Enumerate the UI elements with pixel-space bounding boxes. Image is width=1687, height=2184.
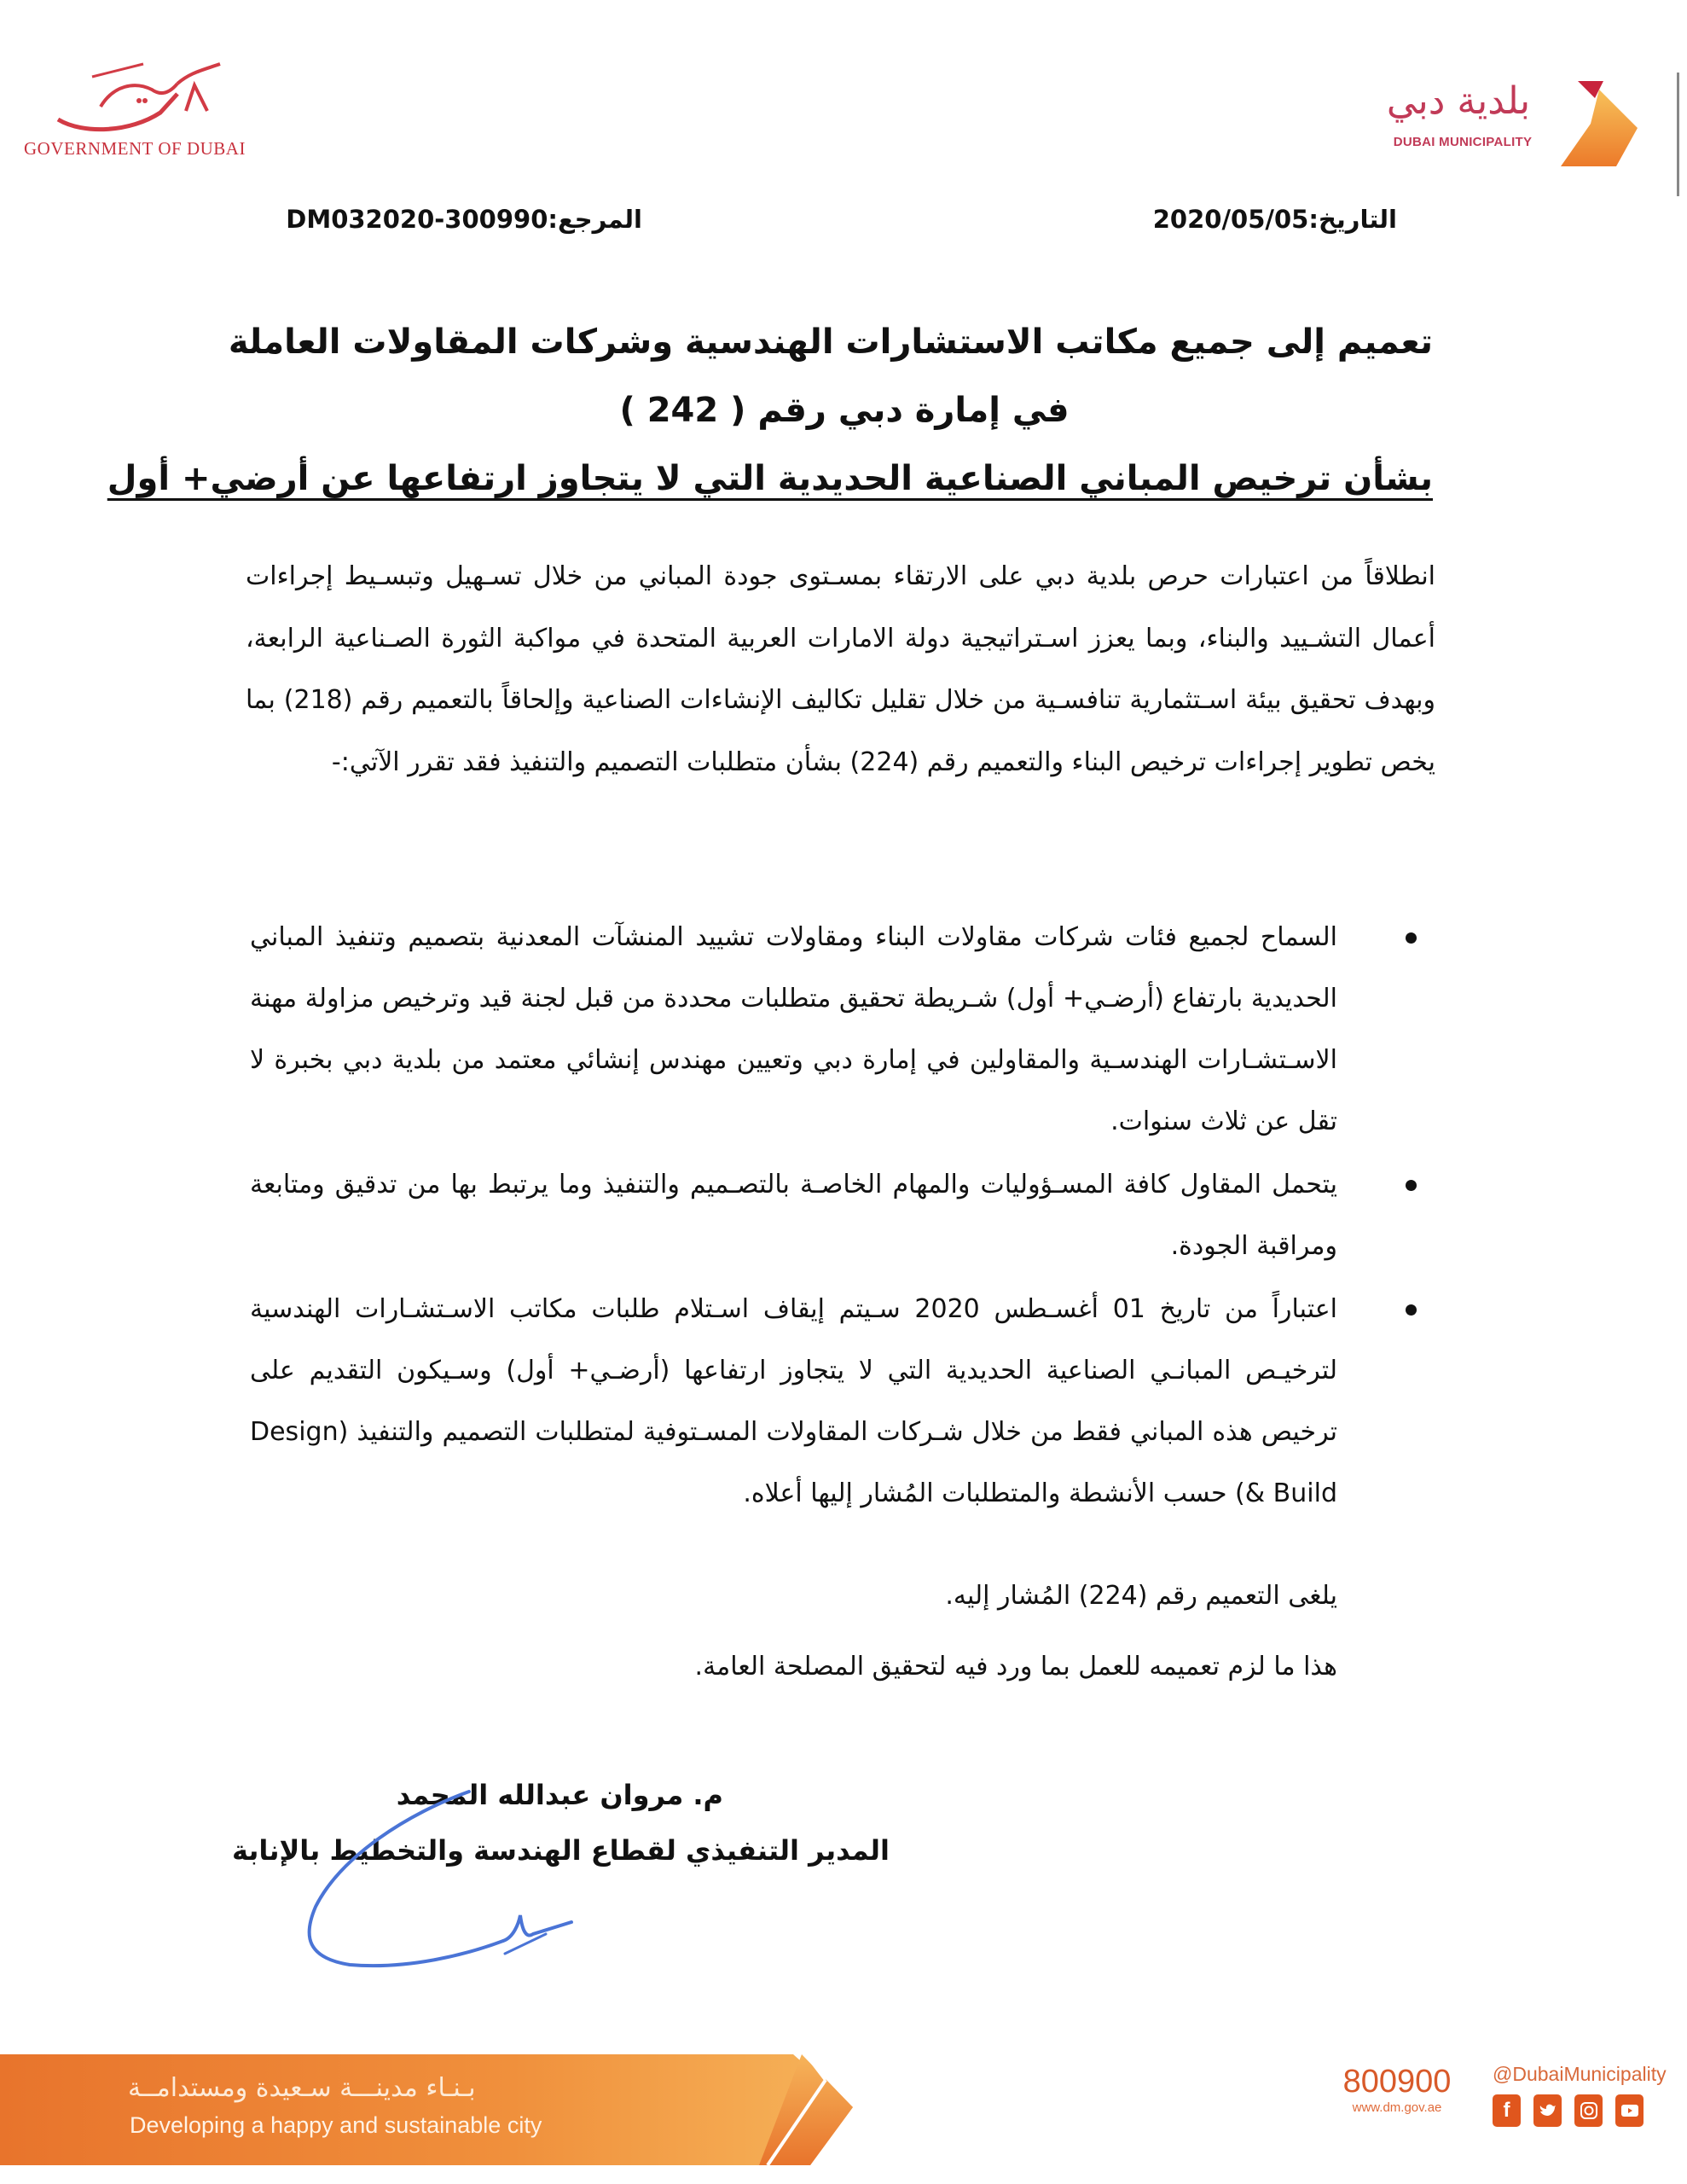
hotline-number: 800900: [1342, 2064, 1452, 2100]
document-date: [1153, 205, 1397, 234]
instagram-icon[interactable]: [1574, 2094, 1603, 2127]
list-item: [250, 1154, 1435, 1277]
footer-slogan-arabic: بـنـاء مدينـــة سـعيدة ومستدامــة: [128, 2073, 476, 2103]
social-media-block: [1493, 2063, 1687, 2127]
footer-band-shape-icon: [0, 2054, 853, 2165]
footer-slogan-band: [0, 2054, 853, 2165]
government-of-dubai-logo: [15, 51, 246, 166]
signatory-name: م. مروان عبدالله المحمد: [396, 1779, 723, 1811]
social-handle[interactable]: @DubaiMunicipality: [1493, 2063, 1667, 2085]
circular-title: تعميم إلى جميع مكاتب الاستشارات الهندسية وشركات المقاولات العاملة: [228, 322, 1433, 362]
bullet-icon: [1406, 932, 1417, 944]
signatory-title: المدير التنفيذي لقطاع الهندسة والتخطيط بالإنابة: [232, 1834, 890, 1867]
document-reference: [286, 205, 642, 234]
facebook-icon[interactable]: f: [1493, 2094, 1521, 2127]
gov-calligraphy-icon: [49, 60, 229, 136]
list-item: [250, 1279, 1435, 1525]
list-item-text: اعتباراً من تاريخ 01 أغسـطس 2020 سـيتم إيقاف اسـتلام طلبات مكاتب الاسـتشـارات الهندسية لترخيـص المبانـي الصناعية الحديدية التي لا يتجاوز ارتفاعها (أرضـي+ أول) وسـيكون التقديم على ترخيص هذه المباني فقط من خلال شـركات المقاولات المسـتوفية لمتطلبات التصميم والتنفيذ (Design & Build) حسب الأنشطة والمتطلبات المُشار إليها أعلاه.: [250, 1294, 1337, 1508]
social-icons: [1493, 2094, 1687, 2127]
reference-label: المرجع:: [548, 205, 642, 234]
list-item-text: يتحمل المقاول كافة المسـؤوليات والمهام الخاصـة بالتصـميم والتنفيذ وما يرتبط بها من تدقيق ومتابعة ومراقبة الجودة.: [250, 1170, 1337, 1261]
circular-subject: بشأن ترخيص المباني الصناعية الحديدية التي لا يتجاوز ارتفاعها عن أرضي+ أول: [107, 459, 1433, 498]
decision-list: [250, 907, 1435, 1526]
list-item: [250, 907, 1435, 1153]
date-value: 2020/05/05: [1152, 205, 1309, 234]
reference-value: DM032020-300990: [286, 205, 548, 234]
closing-note: هذا ما لزم تعميمه للعمل بما ورد فيه لتحقيق المصلحة العامة.: [694, 1652, 1337, 1682]
cancellation-note: يلغى التعميم رقم (224) المُشار إليه.: [945, 1581, 1337, 1611]
header-divider: [1677, 73, 1679, 196]
youtube-icon[interactable]: [1615, 2094, 1644, 2127]
dm-logo-arabic: بلدية دبي: [1386, 79, 1531, 123]
handwritten-signature-icon: [290, 1787, 665, 1992]
dm-logo-english: DUBAI MUNICIPALITY: [1393, 135, 1533, 149]
date-label: التاريخ:: [1308, 205, 1397, 234]
bullet-icon: [1406, 1180, 1417, 1191]
footer-slogan-english: Developing a happy and sustainable city: [130, 2112, 542, 2138]
dm-chevron-mark-icon: [1552, 81, 1646, 175]
bullet-icon: [1406, 1304, 1417, 1316]
gov-logo-english: GOVERNMENT OF DUBAI: [24, 138, 246, 159]
hotline-block: [1337, 2063, 1457, 2115]
list-item-text: السماح لجميع فئات شركات مقاولات البناء ومقاولات تشييد المنشآت المعدنية بتصميم وتنفيذ المباني الحديدية بارتفاع (أرضـي+ أول) شـريطة تحقيق متطلبات محددة من قبل لجنة قيد وترخيص مزاولة مهنة الاسـتشـارات الهندسـية والمقاولين في إمارة دبي وتعيين مهندس إنشائي معتمد من بلدية دبي بخبرة لا تقل عن ثلاث سنوات.: [250, 922, 1337, 1136]
circular-number: في إمارة دبي رقم ( 242 ): [619, 391, 1070, 430]
intro-paragraph: انطلاقاً من اعتبارات حرص بلدية دبي على الارتقاء بمسـتوى جودة المباني من خلال تسـهيل وتبسـيط إجراءات أعمال التشـييد والبناء، وبما يعزز اسـتراتيجية دولة الامارات العربية المتحدة في مواكبة الثورة الصـناعية الرابعة، وبهدف تحقيق بيئة اسـتثمارية تنافسـية من خلال تقليل تكاليف الإنشاءات الصناعية وإلحاقاً بالتعميم رقم (218) بما يخص تطوير إجراءات ترخيص البناء والتعميم رقم (224) بشأن متطلبات التصميم والتنفيذ فقد تقرر الآتي:-: [246, 561, 1435, 777]
website-link[interactable]: www.dm.gov.ae: [1352, 2100, 1442, 2115]
dubai-municipality-logo: [1373, 47, 1687, 175]
twitter-icon[interactable]: [1533, 2094, 1562, 2127]
